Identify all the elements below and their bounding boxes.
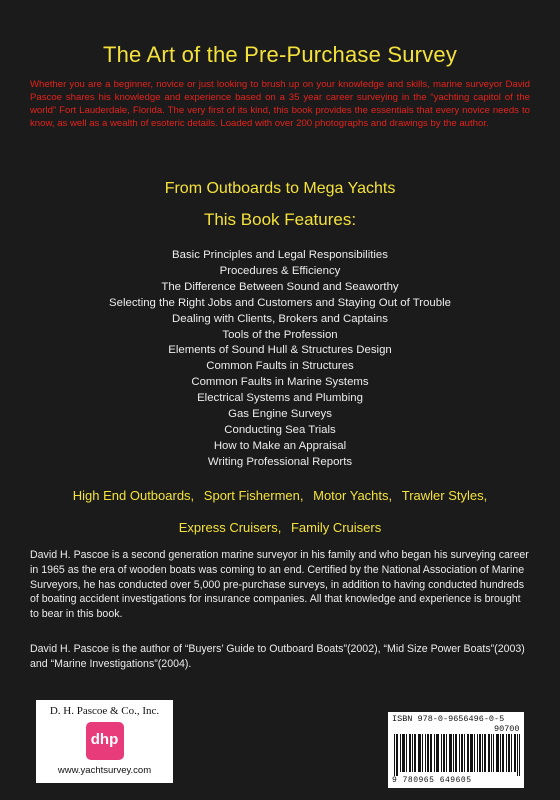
barcode-bar [403, 734, 404, 772]
barcode-bar [409, 734, 410, 772]
feature-item: Elements of Sound Hull & Structures Design [168, 344, 392, 357]
barcode-bar [456, 734, 457, 772]
boat-types-line-1 [0, 488, 560, 503]
barcode-bar [482, 734, 483, 772]
barcode-bar [396, 734, 397, 776]
feature-item: Conducting Sea Trials [224, 423, 336, 436]
barcode-bar [438, 734, 439, 772]
feature-item: Dealing with Clients, Brokers and Captains [172, 312, 388, 325]
barcode-bar [500, 734, 501, 772]
barcode-bar [425, 734, 426, 772]
barcode-bar [514, 734, 515, 772]
price-code: 90700 [494, 724, 520, 734]
barcode-bar [485, 734, 486, 772]
barcode-bar [455, 734, 456, 772]
barcode-bar [462, 734, 463, 772]
features-heading: This Book Features: [203, 210, 357, 229]
barcode-bar [459, 734, 460, 772]
barcode-bar [420, 734, 421, 772]
barcode-bar [415, 734, 416, 772]
barcode-bar [443, 734, 444, 772]
barcode-bar [430, 734, 431, 772]
feature-item: Common Faults in Marine Systems [191, 376, 369, 389]
barcode-bar [508, 734, 509, 772]
barcode-bar [502, 734, 503, 772]
barcode-bar [503, 734, 504, 772]
subtitle: From Outboards to Mega Yachts [164, 180, 396, 197]
barcode-bar [427, 734, 428, 772]
feature-item: Tools of the Profession [222, 328, 338, 341]
barcode-bar [441, 734, 442, 772]
barcode-bar [450, 734, 451, 772]
barcode-bar [509, 734, 510, 772]
barcode-bar [467, 734, 468, 772]
author-bio: David H. Pascoe is a second generation marine surveyor in his family and who began his surveying career in 1965 as the era of wooden boats was coming to an end. Certified by the National Association of Marine Surveyors, he has conducted over 5,000 pre-purchase surveys, in addition to having conducted hundreds of boating accident investigations for insurance companies. All that knowledge and experience is brought to bear in this book. [30, 549, 529, 621]
barcode-bar [434, 734, 435, 772]
barcode-bar [488, 734, 489, 772]
publisher-box [36, 700, 173, 783]
barcode-bar [479, 734, 480, 772]
boat-type: Trawler Styles, [401, 488, 488, 503]
barcode-bar [489, 734, 490, 772]
barcode-bar [437, 734, 438, 772]
barcode-bar [453, 734, 454, 772]
feature-item: Gas Engine Surveys [228, 408, 332, 421]
barcode-bar [428, 734, 429, 772]
barcode-bar [517, 734, 518, 776]
barcode-bar [451, 734, 452, 772]
barcode-bar [480, 734, 481, 772]
cover-title: The Art of the Pre-Purchase Survey [102, 42, 458, 67]
barcode-bar [404, 734, 405, 772]
barcode-bar [519, 734, 520, 776]
barcode-bar [422, 734, 423, 772]
barcode-bar [515, 734, 516, 772]
barcode-bar [468, 734, 469, 772]
barcode-bar [461, 734, 462, 772]
barcode-bar [418, 734, 419, 772]
barcode-bar [470, 734, 471, 772]
barcode-bar [472, 734, 473, 772]
barcode-bar [444, 734, 445, 772]
features-list [0, 248, 560, 471]
barcode-bar [410, 734, 411, 772]
barcode-bar [394, 734, 395, 776]
barcode-bar [436, 734, 437, 772]
feature-item: Writing Professional Reports [207, 455, 353, 468]
barcode-number: 9 780965 649605 [392, 776, 472, 785]
boat-type: Express Cruisers, [178, 520, 282, 535]
barcode-bar [419, 734, 420, 772]
feature-item: Common Faults in Structures [206, 360, 354, 373]
publisher-name: D. H. Pascoe & Co., Inc. [49, 705, 160, 717]
feature-item: The Difference Between Sound and Seaworthy [161, 280, 399, 293]
barcode-bar [446, 734, 447, 772]
barcode-bar [414, 734, 415, 772]
barcode-bar [498, 734, 499, 772]
barcode-bar [506, 734, 507, 772]
boat-type: High End Outboards, [72, 488, 195, 503]
barcode-bar [496, 734, 497, 772]
barcode-bar [449, 734, 450, 772]
intro-paragraph: Whether you are a beginner, novice or just looking to brush up on your knowledge and skills, marine surveyor David Pascoe shares his knowledge and experience based on a 35 year career surveying in the “yachting capitol of the world” Fort Lauderdale, Florida. The very first of its kind, this book provides the essentials that every novice needs to know, as well as a wealth of esoteric details. Loaded with over 200 photographs and drawings by the author. [30, 79, 530, 129]
feature-item: How to Make an Appraisal [213, 439, 347, 452]
feature-item: Basic Principles and Legal Responsibilities [172, 249, 388, 261]
barcode-bar [491, 734, 492, 772]
barcode-bar [497, 734, 498, 772]
barcode-bar [464, 734, 465, 772]
boat-types-line-2 [0, 520, 560, 535]
barcode-bars-icon [392, 734, 520, 776]
dhp-logo: dhp [86, 722, 124, 760]
barcode-bar [474, 734, 475, 772]
barcode-bar [431, 734, 432, 772]
boat-type: Sport Fishermen, [203, 488, 304, 503]
isbn-barcode [388, 712, 524, 788]
feature-item: Selecting the Right Jobs and Customers and Staying Out of Trouble [109, 296, 451, 309]
barcode-bar [511, 734, 512, 772]
barcode-bar [400, 734, 401, 772]
boat-type: Family Cruisers [290, 520, 382, 535]
barcode-bar [412, 734, 413, 772]
author-books: David H. Pascoe is the author of “Buyers’ Guide to Outboard Boats”(2002), “Mid Size Power Boats”(2003) and “Marine Investigations”(2004). [30, 643, 525, 670]
barcode-bar [484, 734, 485, 772]
feature-item: Procedures & Efficiency [219, 264, 341, 277]
isbn-label: ISBN 978-0-9656496-0-5 [392, 714, 505, 724]
boat-type: Motor Yachts, [313, 488, 393, 503]
barcode-bar [406, 734, 407, 772]
barcode-bar [477, 734, 478, 772]
barcode-bar [402, 734, 403, 772]
barcode-bar [397, 734, 398, 776]
publisher-url: www.yachtsurvey.com [57, 765, 152, 776]
barcode-bar [493, 734, 494, 772]
barcode-bar [471, 734, 472, 772]
feature-item: Electrical Systems and Plumbing [197, 392, 363, 405]
